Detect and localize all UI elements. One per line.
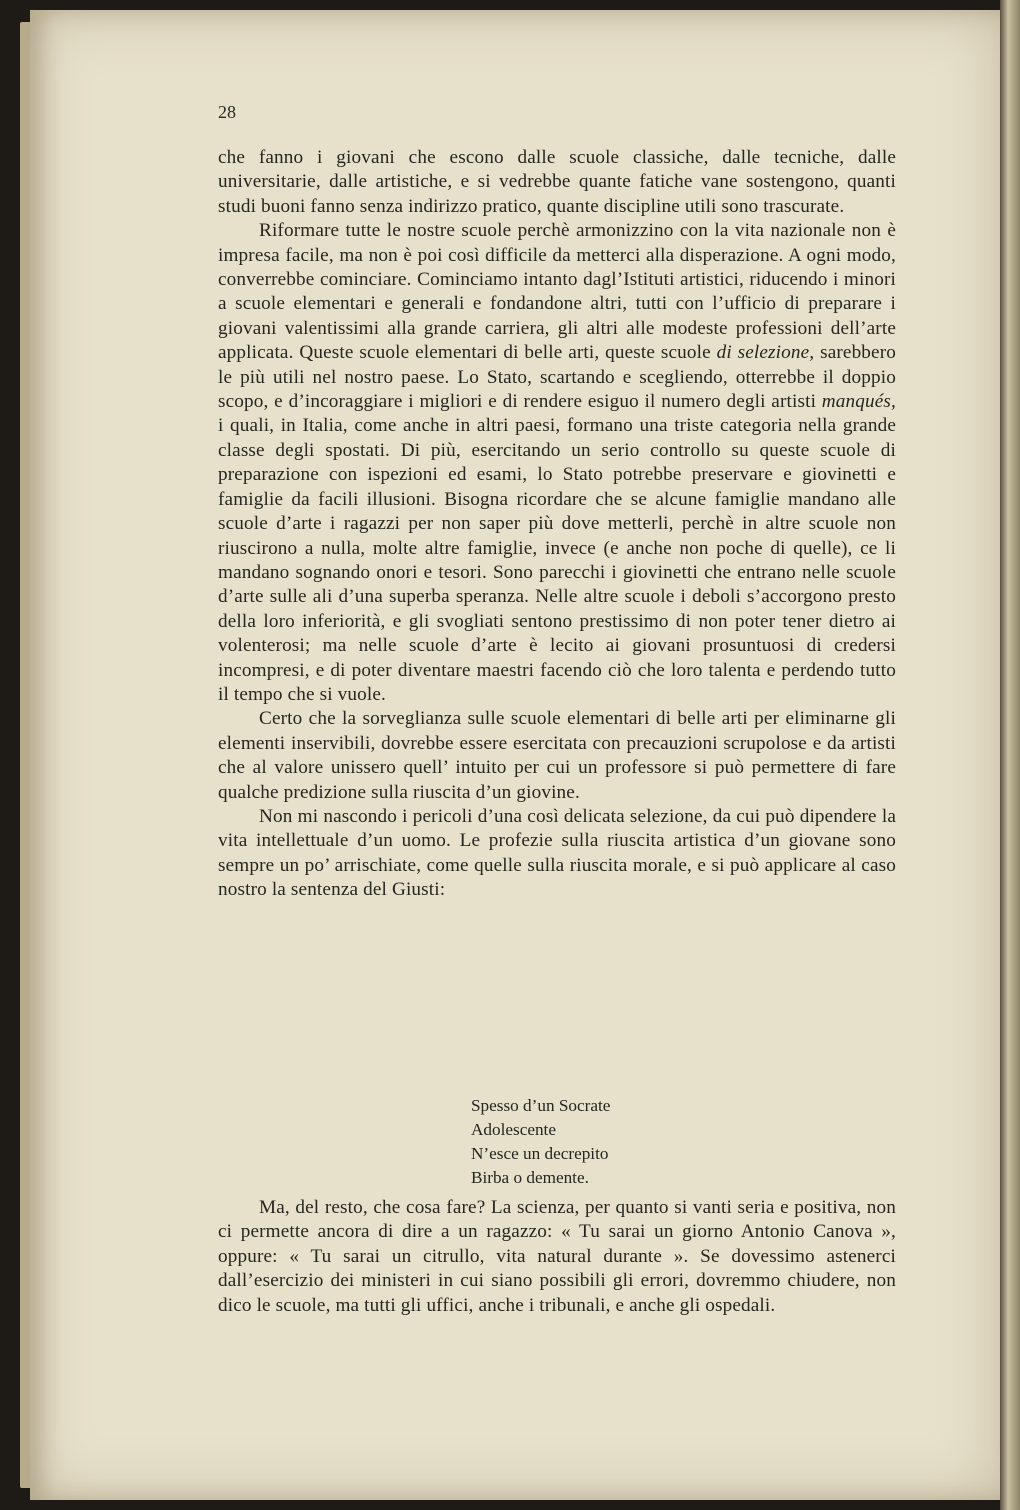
page-number: 28 xyxy=(218,102,236,122)
closing-text xyxy=(218,1196,896,1318)
verse-quote xyxy=(471,1094,610,1190)
verse-line: Adolescente xyxy=(471,1120,556,1139)
body-text xyxy=(218,146,896,903)
italic-text: di selezione, xyxy=(716,342,815,364)
text-run: i quali, in Italia, come anche in altri paesi, formano una triste categoria nella grande classe degli spostati. Di più, esercitando un serio controllo su queste scuole di preparazione con ispezioni ed esami, lo Stato potrebbe preservare e giovinetti e famiglie da facili illusioni. Bisogna ricordare che se alcune famiglie mandano alle scuole d’arte i ragazzi per non saper più dove metterli, perchè in altre scuole non riuscirono a nulla, molte altre famiglie, invece (e anche non poche di quelle), ce li mandano sognando onori e tesori. Sono parecchi i giovinetti che entrano nelle scuole d’arte sulle ali d’una superba speranza. Nelle altre scuole i deboli s’accorgono presto della loro inferiorità, e gli svogliati sentono prestissimo di non poter tener dietro ai volenterosi; ma nelle scuole d’arte è lecito ai giovani prosuntuosi di credersi incompresi, e di poter diventare maestri facendo ciò che loro talenta e perdendo tutto il tempo che si vuole. xyxy=(218,415,896,705)
text-run: Riformare tutte le nostre scuole perchè armonizzino con la vita nazionale non è impresa facile, ma non è poi così difficile da metterci alla disperazione. A ogni modo, converrebbe cominciare. Cominciamo intanto dagl’Istituti artistici, riducendo i minori a scuole elementari e generali e fondandone altri, tutti con l’ufficio di preparare i giovani valentissimi alla grande carriera, gli altri alle modeste professioni dell’arte applicata. Queste scuole elementari di belle arti, queste scuole xyxy=(218,220,896,364)
page-edge xyxy=(1000,0,1020,1510)
text-run: sarebbero le più utili nel nostro paese. Lo Stato, scartando e scegliendo, otterrebbe il doppio scopo, e d’incoraggiare i migliori e di rendere esiguo il numero degli artisti xyxy=(218,342,896,413)
text-run: Certo che la sorveglianza sulle scuole elementari di belle arti per eliminarne gli elementi inservibili, dovrebbe essere esercitata con precauzioni scrupolose e da artisti che al valore unissero quell’ intuito per cui un professore si può permettere di fare qualche predizione sulla riuscita d’un giovine. xyxy=(218,708,896,803)
italic-text: manqués, xyxy=(821,391,896,413)
text-run: che fanno i giovani che escono dalle scuole classiche, dalle tecniche, dalle universitarie, dalle artistiche, e si vedrebbe quante fatiche vane sostengono, quanti studi buoni fanno senza indirizzo pratico, quante discipline utili sono trascurate. xyxy=(218,147,896,217)
verse-line: Birba o demente. xyxy=(471,1168,589,1187)
verse-line: N’esce un decrepito xyxy=(471,1144,609,1163)
paragraph xyxy=(218,707,896,805)
verse-line: Spesso d’un Socrate xyxy=(471,1096,611,1115)
closing-paragraph: Ma, del resto, che cosa fare? La scienza, per quanto si vanti seria e positiva, non ci permette ancora di dire a un ragazzo: « Tu sarai un giorno Antonio Canova », oppure: « Tu sarai un citrullo, vita natural durante ». Se dovessimo astenerci dall’esercizio dei ministeri in cui siano possibili gli errori, dovremmo chiudere, non dico le scuole, ma tutti gli uffici, anche i tribunali, e anche gli ospedali. xyxy=(218,1197,896,1316)
paragraph xyxy=(218,219,896,707)
paragraph xyxy=(218,805,896,903)
paragraph xyxy=(218,146,896,219)
text-run: Non mi nascondo i pericoli d’una così delicata selezione, da cui può dipendere la vita intellettuale d’un uomo. Le profezie sulla riuscita artistica d’un giovane sono sempre un po’ arrischiate, come quelle sulla riuscita morale, e si può applicare al caso nostro la sentenza del Giusti: xyxy=(218,805,896,901)
